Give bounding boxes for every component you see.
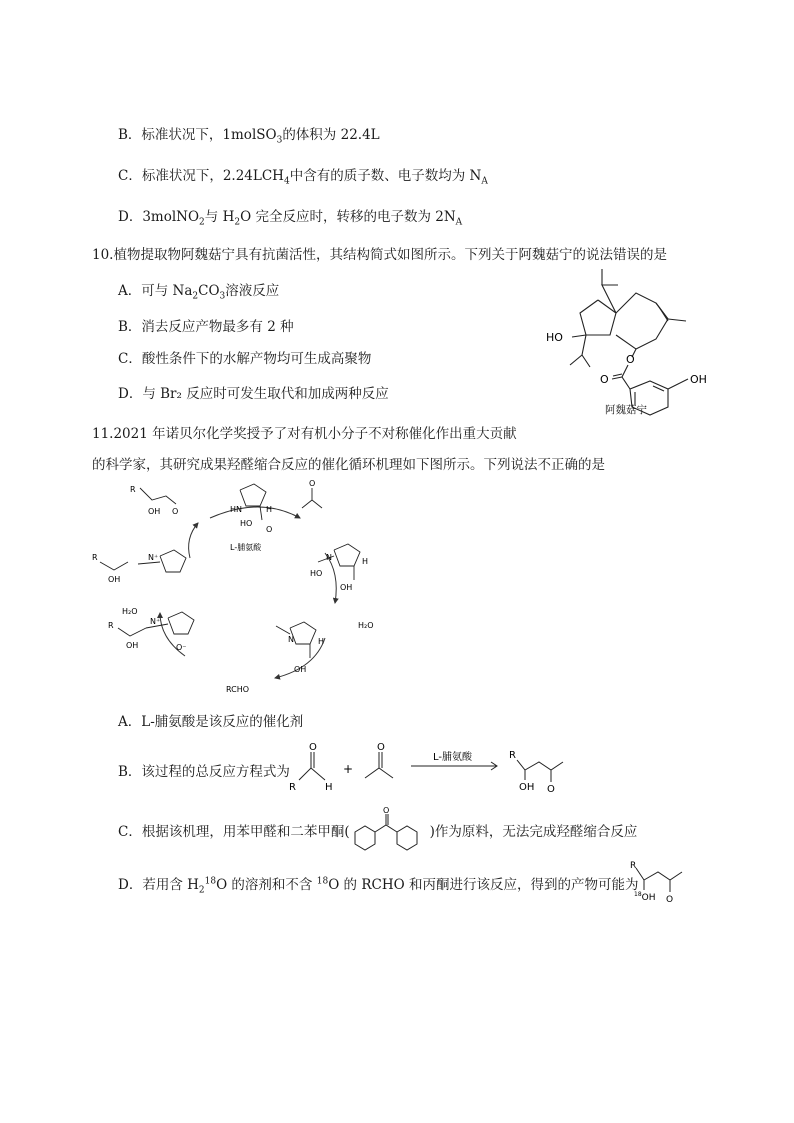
five-ring — [580, 300, 616, 335]
option-d-product — [628, 858, 698, 904]
q10-option-a: A．可与 $Na_2CO_3$溶液反应 — [118, 283, 280, 302]
cycle-label-o-top: O — [172, 507, 179, 516]
q11-option-d: D．若用含 $H_2^{18}O$ 的溶剂和不含 $^{18}$O 的 RCHO 和丙酮进行该反应，得到的产物可能为 — [118, 876, 639, 896]
cycle-label-ho-top: HO — [240, 519, 253, 528]
benzophenone-o-label: O — [383, 806, 390, 815]
q10-figure-caption: 阿魏菇宁 — [605, 404, 647, 416]
cycle-label-n-right: N — [326, 553, 332, 562]
cycle-label-oh-right: OH — [340, 583, 353, 592]
cycle-water-in: H₂O — [122, 607, 138, 616]
q10-stem: 10.植物提取物阿魏菇宁具有抗菌活性，其结构简式如图所示。下列关于阿魏菇宁的说法错误的是 — [92, 247, 667, 263]
aldehyde-skeleton — [299, 768, 325, 780]
cycle-label-hn: HN — [230, 505, 242, 514]
cycle-label-o-top2: O — [266, 525, 273, 534]
q10-ester-o-label: O — [626, 353, 635, 366]
seven-ring — [616, 293, 668, 349]
cycle-label-h-top: H — [266, 505, 273, 514]
cycle-label-h-right: H — [362, 557, 369, 566]
q11-option-a: A．L-脯氨酸是该反应的催化剂 — [118, 714, 304, 730]
cycle-label-oh-upper: OH — [108, 575, 121, 584]
cycle-label-oh-bottom: OH — [294, 665, 307, 674]
q10-oh-label: OH — [690, 373, 707, 386]
cycle-label-oh-top: OH — [148, 507, 161, 516]
proline-ring-upper-left — [160, 550, 186, 572]
equation-plus: + — [343, 762, 354, 776]
benzophenone-structure — [345, 806, 427, 856]
product-r-label: R — [509, 750, 516, 761]
q10-carbonyl-o-label: O — [600, 373, 609, 386]
overall-equation — [285, 740, 635, 800]
cycle-label-r-left: R — [108, 621, 114, 630]
cycle-label-oh-left: OH — [126, 641, 139, 650]
cycle-arrow-top — [210, 507, 300, 518]
cycle-rcho: RCHO — [226, 685, 250, 694]
q11-option-c: C．根据该机理，用苯甲醛和二苯甲酮( )作为原料，无法完成羟醛缩合反应 — [118, 824, 638, 840]
equation-catalyst: L-脯氨酸 — [433, 752, 473, 763]
q11-option-b-text: B．该过程的总反应方程式为 — [118, 764, 290, 780]
proline-ring-left — [168, 612, 194, 634]
q10-option-c: C．酸性条件下的水解产物均可生成高聚物 — [118, 351, 372, 367]
cycle-label-r-top: R — [130, 485, 136, 494]
cycle-label-ominus: O⁻ — [176, 643, 187, 652]
q9-option-d: D．3molNO$_2$与 $H_2O$ 完全反应时，转移的电子数为 $2N_A$ — [118, 209, 463, 228]
q10-option-d: D．与 Br₂ 反应时可发生取代和加成两种反应 — [118, 386, 389, 402]
q10-ho-label: HO — [546, 331, 563, 344]
q11-stem-line2: 的科学家，其研究成果羟醛缩合反应的催化循环机理如下图所示。下列说法不正确的是 — [92, 457, 605, 473]
cycle-label-ho-right: HO — [310, 569, 323, 578]
option-d-oh-label: $^{18}$OH — [634, 891, 656, 903]
aldehyde-o-label: O — [309, 742, 317, 753]
cycle-label-r-upper: R — [92, 553, 98, 562]
q10-molecule-figure — [540, 255, 730, 420]
acetone-skeleton — [365, 768, 393, 778]
q10-option-b: B．消去反应产物最多有 2 种 — [118, 319, 294, 335]
proline-ring-top — [240, 484, 266, 506]
cycle-label-o-acetone: O — [309, 479, 316, 488]
option-d-r-label: R — [630, 861, 637, 871]
cycle-label-h-bottom: H — [318, 637, 325, 646]
cycle-catalyst-name: L-脯氨酸 — [230, 543, 262, 552]
aldehyde-h-label: H — [325, 782, 333, 793]
q9-option-b: B．标准状况下，1molSO$_3$的体积为 22.4L — [118, 127, 380, 146]
acetone-o-label: O — [377, 742, 385, 753]
q9-option-c: C．标准状况下，$2.24LCH_4$中含有的质子数、电子数均为 $N_A$ — [118, 168, 488, 187]
cycle-water-out: H₂O — [358, 621, 374, 630]
product-oh-label: OH — [519, 782, 535, 793]
catalytic-cycle-figure — [90, 478, 390, 703]
cycle-label-nplus-upper: N⁺ — [148, 553, 159, 562]
product-o-label: O — [547, 784, 555, 795]
cycle-label-n-bottom: N — [288, 635, 294, 644]
cycle-label-nplus-left: N⁺ — [150, 617, 161, 626]
q11-stem-line1: 11.2021 年诺贝尔化学奖授予了对有机小分子不对称催化作出重大贡献 — [92, 426, 517, 442]
cycle-arrow-upper-left — [189, 523, 198, 558]
aldehyde-r-label: R — [289, 782, 296, 793]
proline-ring-right — [334, 544, 360, 566]
option-d-o-label: O — [666, 895, 674, 904]
